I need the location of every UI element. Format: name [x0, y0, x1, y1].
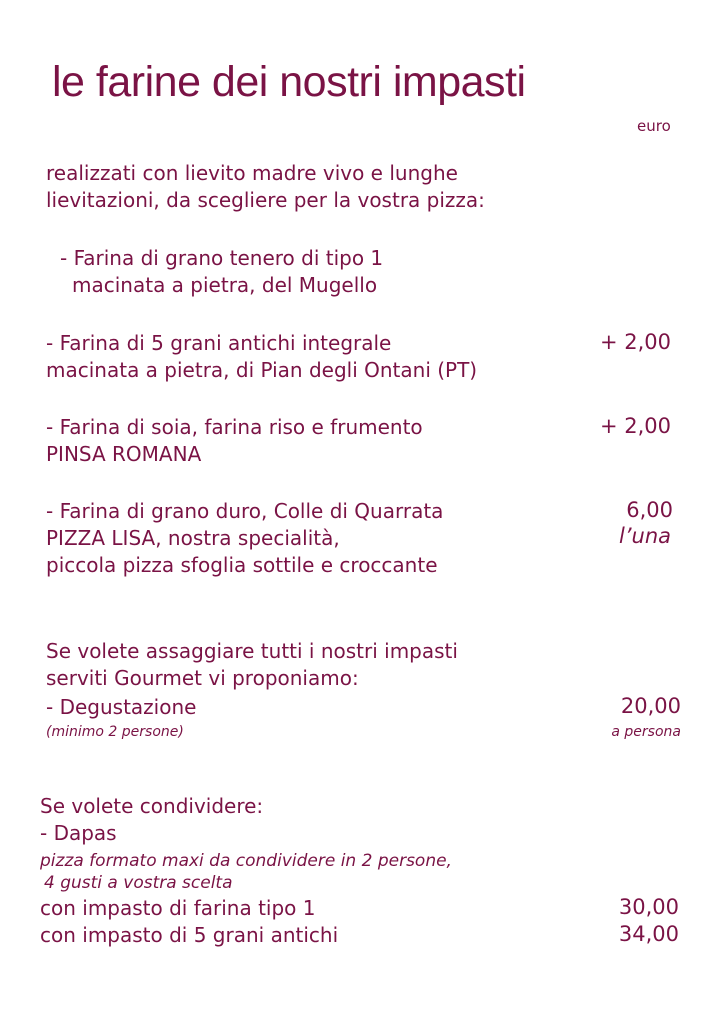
- flour-3-price: + 2,00: [599, 414, 671, 438]
- share-desc-2: 4 gusti a vostra scelta: [44, 873, 233, 893]
- flour-4-line-2: PIZZA LISA, nostra specialità,: [46, 526, 340, 550]
- share-heading: Se volete condividere:: [40, 794, 264, 818]
- flour-4-price-note: l’una: [619, 524, 671, 548]
- flour-2-price: + 2,00: [599, 330, 671, 354]
- flour-2-line-2: macinata a pietra, di Pian degli Ontani (PT): [46, 358, 478, 382]
- tasting-price-note: a persona: [611, 724, 681, 740]
- flour-2-line-1: - Farina di 5 grani antichi integrale: [46, 331, 392, 355]
- tasting-price: 20,00: [620, 694, 681, 718]
- flour-4-price: 6,00: [626, 498, 673, 522]
- currency-label: euro: [637, 117, 671, 135]
- tasting-line-2: serviti Gourmet vi proponiamo:: [46, 666, 359, 690]
- flour-1-line-2: macinata a pietra, del Mugello: [72, 273, 378, 297]
- tasting-line-1: Se volete assaggiare tutti i nostri impasti: [46, 639, 458, 663]
- share-desc-1: pizza formato maxi da condividere in 2 persone,: [40, 851, 452, 871]
- flour-1-line-1: - Farina di grano tenero di tipo 1: [60, 246, 384, 270]
- intro-line-1: realizzati con lievito madre vivo e lunghe: [46, 161, 458, 185]
- share-option-2-price: 34,00: [618, 922, 679, 946]
- page-title: le farine dei nostri impasti: [52, 58, 526, 106]
- flour-4-line-3: piccola pizza sfoglia sottile e croccante: [46, 553, 438, 577]
- tasting-note: (minimo 2 persone): [46, 724, 184, 740]
- tasting-item: - Degustazione: [46, 695, 197, 719]
- intro-line-2: lievitazioni, da scegliere per la vostra pizza:: [46, 188, 485, 212]
- share-option-2-label: con impasto di 5 grani antichi: [40, 923, 339, 947]
- flour-4-line-1: - Farina di grano duro, Colle di Quarrata: [46, 499, 444, 523]
- flour-3-line-1: - Farina di soia, farina riso e frumento: [46, 415, 423, 439]
- share-item: - Dapas: [40, 821, 117, 845]
- share-option-1-price: 30,00: [618, 895, 679, 919]
- share-option-1-label: con impasto di farina tipo 1: [40, 896, 316, 920]
- flour-3-line-2: PINSA ROMANA: [46, 442, 202, 466]
